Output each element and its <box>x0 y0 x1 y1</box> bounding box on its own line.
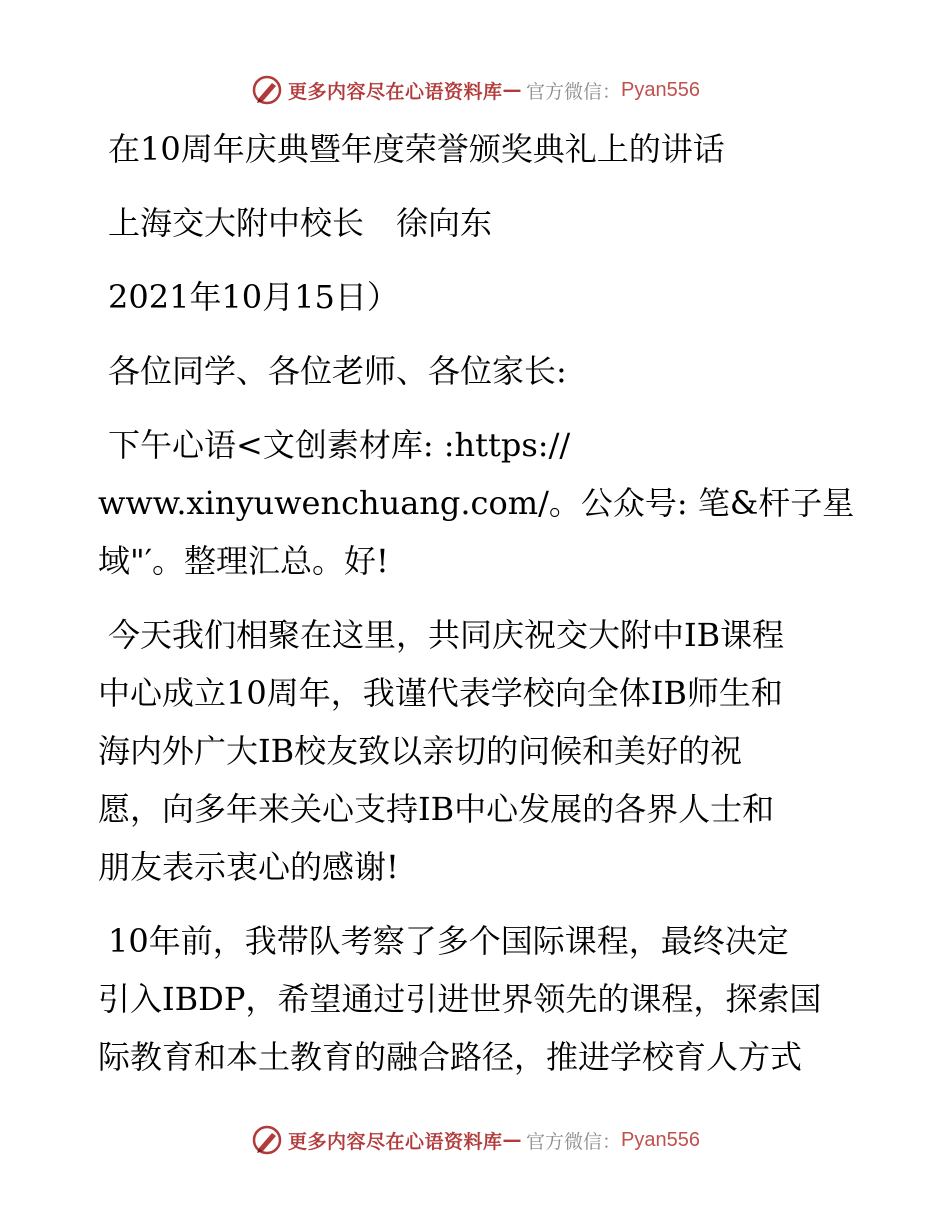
paragraph-3 <box>98 912 868 1086</box>
paragraph-line: 中心成立10周年，我谨代表学校向全体IB师生和 <box>98 674 783 712</box>
pen-logo-icon <box>250 73 284 107</box>
paragraph-line: 海内外广大IB校友致以亲切的问候和美好的祝 <box>98 732 743 770</box>
document-date: 2021年10月15日） <box>108 278 399 316</box>
paragraph-line: 朋友表示衷心的感谢! <box>98 848 399 886</box>
document-author: 上海交大附中校长 徐向东 <box>108 204 493 242</box>
footer-watermark-banner <box>0 1120 950 1160</box>
pen-logo-icon <box>250 1123 284 1157</box>
document-salutation: 各位同学、各位老师、各位家长: <box>108 352 567 390</box>
paragraph-line: 域"′。整理汇总。好! <box>98 542 389 580</box>
banner-main-text: 更多内容尽在心语资料库 <box>288 80 503 103</box>
banner-dash: — <box>502 1129 523 1151</box>
paragraph-line: 际教育和本土教育的融合路径，推进学校育人方式 <box>98 1038 803 1076</box>
paragraph-1 <box>98 416 868 590</box>
paragraph-line: www.xinyuwenchuang.com/。公众号: 笔&杆子星 <box>98 484 855 522</box>
header-watermark-banner <box>0 70 950 110</box>
document-body <box>98 120 868 1086</box>
paragraph-line: 下午心语<文创素材库: :https:// <box>108 426 571 464</box>
banner-wechat-id: Pyan556 <box>621 78 700 101</box>
paragraph-line: 愿，向多年来关心支持IB中心发展的各界人士和 <box>98 790 775 828</box>
banner-wechat-label: 官方微信： <box>526 80 622 103</box>
banner-wechat-id: Pyan556 <box>621 1128 700 1151</box>
banner-wechat-label: 官方微信： <box>526 1130 622 1153</box>
banner-main-text: 更多内容尽在心语资料库 <box>288 1130 503 1153</box>
banner-dash: — <box>502 79 523 101</box>
paragraph-line: 引入IBDP，希望通过引进世界领先的课程，探索国 <box>98 980 822 1018</box>
paragraph-line: 今天我们相聚在这里，共同庆祝交大附中IB课程 <box>108 616 785 654</box>
paragraph-line: 10年前，我带队考察了多个国际课程，最终决定 <box>108 922 789 960</box>
paragraph-2 <box>98 606 868 896</box>
document-title: 在10周年庆典暨年度荣誉颁奖典礼上的讲话 <box>108 130 725 168</box>
